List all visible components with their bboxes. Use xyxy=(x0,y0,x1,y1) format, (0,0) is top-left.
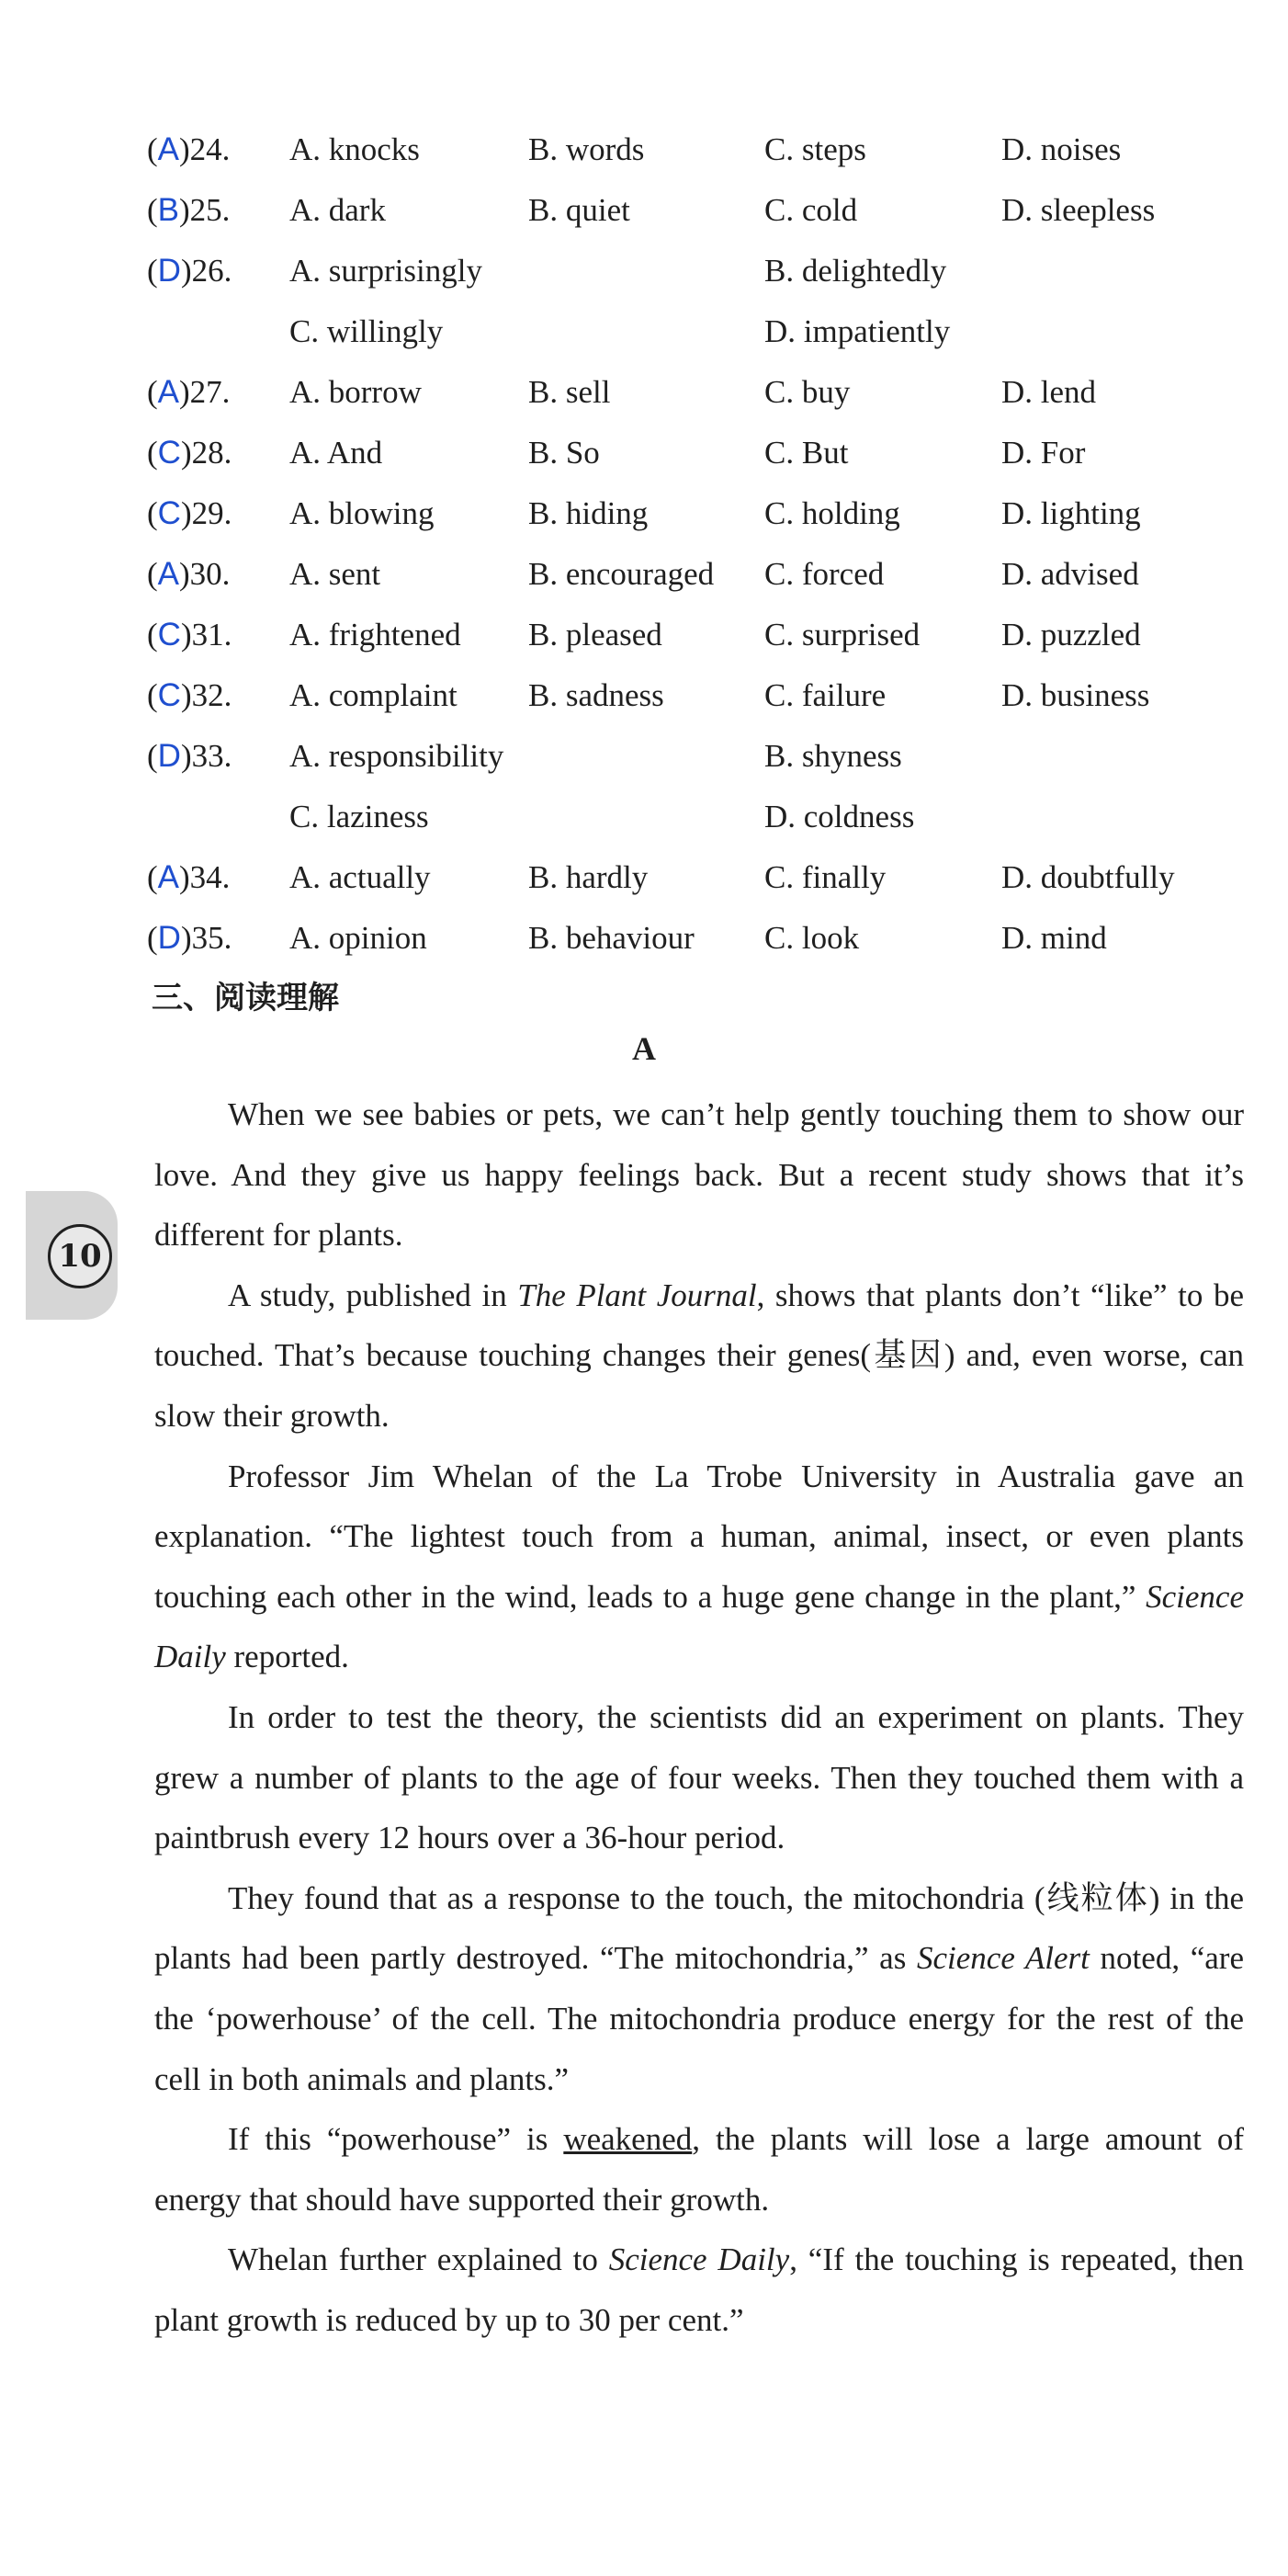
option-c: C. finally xyxy=(764,859,887,895)
option-c: C. look xyxy=(764,920,860,956)
option-d: D. puzzled xyxy=(1001,617,1141,653)
option-c: C. willingly xyxy=(289,313,444,349)
option-b: B. delightedly xyxy=(764,253,947,289)
option-a: A. blowing xyxy=(289,495,435,531)
question-number: 32. xyxy=(191,677,232,713)
option-c: C. cold xyxy=(764,192,858,228)
section-title: 三、阅读理解 xyxy=(152,980,339,1016)
answer-letter: C xyxy=(157,495,181,531)
answer-marker: (C)28. xyxy=(147,435,232,471)
answer-marker: (A)34. xyxy=(147,859,231,895)
option-a: A. knocks xyxy=(289,131,420,167)
option-b: B. hiding xyxy=(528,495,649,531)
option-b: B. pleased xyxy=(528,617,662,653)
question-number: 24. xyxy=(189,131,231,167)
option-a: A. borrow xyxy=(289,374,422,410)
answer-letter: A xyxy=(157,374,180,410)
option-d: D. mind xyxy=(1001,920,1107,956)
question-number: 30. xyxy=(189,556,231,592)
option-c: C. buy xyxy=(764,374,851,410)
source-name: Science Alert xyxy=(917,1940,1090,1977)
option-d: D. business xyxy=(1001,677,1150,713)
option-d: D. lighting xyxy=(1001,495,1141,531)
option-a: A. dark xyxy=(289,192,386,228)
option-d: D. lend xyxy=(1001,374,1097,410)
answer-marker: (A)30. xyxy=(147,556,231,592)
passage-title: A xyxy=(632,1030,656,1067)
answer-marker: (C)31. xyxy=(147,617,232,653)
option-a: A. complaint xyxy=(289,677,458,713)
question-number: 34. xyxy=(189,859,231,895)
option-b: B. words xyxy=(528,131,645,167)
paragraph: Professor Jim Whelan of the La Trobe University in Australia gave an explanation. “The lightest touch from a human, animal, insect, or even plants touching each other in the wind, leads to a huge gene change in the plant,” Science Daily reported. xyxy=(154,1458,1244,1675)
option-a: A. sent xyxy=(289,556,381,592)
option-b: B. So xyxy=(528,435,600,471)
option-c: C. steps xyxy=(764,131,866,167)
option-c: C. failure xyxy=(764,677,887,713)
option-b: B. encouraged xyxy=(528,556,715,592)
paragraph: Whelan further explained to Science Daily, “If the touching is repeated, then plant growth is reduced by up to 30 per cent.” xyxy=(154,2241,1244,2338)
option-a: A. responsibility xyxy=(289,738,504,774)
answer-marker: (B)25. xyxy=(147,192,231,228)
source-name: Science Daily xyxy=(154,1578,1244,1675)
option-c: C. forced xyxy=(764,556,885,592)
question-number: 26. xyxy=(191,253,232,289)
answer-marker: (A)27. xyxy=(147,374,231,410)
option-b: B. sadness xyxy=(528,677,664,713)
answer-letter: D xyxy=(157,738,181,774)
answer-letter: A xyxy=(157,556,180,592)
answer-marker: (D)26. xyxy=(147,253,232,289)
reading-passage xyxy=(154,1084,1244,2350)
paragraph: When we see babies or pets, we can’t help gently touching them to show our love. And they give us happy feelings back. But a recent study shows that it’s different for plants. xyxy=(154,1096,1244,1254)
option-c: C. laziness xyxy=(289,799,429,834)
option-c: C. But xyxy=(764,435,849,471)
source-name: Science Daily xyxy=(608,2241,790,2278)
option-a: A. actually xyxy=(289,859,431,895)
answer-marker: (D)33. xyxy=(147,738,232,774)
page-number-badge: 10 xyxy=(48,1224,112,1288)
option-d: D. For xyxy=(1001,435,1086,471)
paragraph: They found that as a response to the touch, the mitochondria (线粒体) in the plants had been partly destroyed. “The mitochondria,” as Science Alert noted, “are the ‘powerhouse’ of the cell. The mitochondria produce energy for the rest of the cell in both animals and plants.” xyxy=(154,1879,1244,2097)
question-number: 35. xyxy=(191,920,232,956)
option-d: D. sleepless xyxy=(1001,192,1156,228)
option-b: B. shyness xyxy=(764,738,902,774)
answer-letter: D xyxy=(157,920,181,956)
option-a: A. surprisingly xyxy=(289,253,482,289)
option-c: C. surprised xyxy=(764,617,921,653)
answer-marker: (A)24. xyxy=(147,131,231,167)
question-number: 33. xyxy=(191,738,232,774)
answer-letter: A xyxy=(157,859,180,895)
question-number: 27. xyxy=(189,374,231,410)
option-d: D. advised xyxy=(1001,556,1139,592)
paragraph: In order to test the theory, the scientists did an experiment on plants. They grew a number of plants to the age of four weeks. Then they touched them with a paintbrush every 12 hours over a 36-hour period. xyxy=(154,1698,1244,1856)
answer-letter: D xyxy=(157,253,181,289)
question-number: 29. xyxy=(191,495,232,531)
option-b: B. sell xyxy=(528,374,611,410)
answer-letter: C xyxy=(157,435,181,471)
option-d: D. impatiently xyxy=(764,313,951,349)
option-c: C. holding xyxy=(764,495,900,531)
paragraph: A study, published in The Plant Journal, shows that plants don’t “like” to be touched. That’s because touching changes their genes(基因) and, even worse, can slow their growth. xyxy=(154,1277,1244,1434)
underlined-word: weakened xyxy=(563,2121,693,2158)
journal-name: The Plant Journal xyxy=(517,1277,757,1313)
paragraph: If this “powerhouse” is weakened, the plants will lose a large amount of energy that should have supported their growth. xyxy=(154,2121,1244,2218)
answer-marker: (C)32. xyxy=(147,677,232,713)
option-a: A. opinion xyxy=(289,920,427,956)
question-number: 31. xyxy=(191,617,232,653)
option-d: D. doubtfully xyxy=(1001,859,1175,895)
option-b: B. hardly xyxy=(528,859,649,895)
option-a: A. And xyxy=(289,435,383,471)
question-number: 28. xyxy=(191,435,232,471)
answer-letter: B xyxy=(157,192,180,228)
answer-marker: (D)35. xyxy=(147,920,232,956)
answer-marker: (C)29. xyxy=(147,495,232,531)
option-b: B. quiet xyxy=(528,192,630,228)
answer-letter: A xyxy=(157,131,180,167)
option-b: B. behaviour xyxy=(528,920,695,956)
option-a: A. frightened xyxy=(289,617,461,653)
option-d: D. coldness xyxy=(764,799,915,834)
answer-letter: C xyxy=(157,617,181,653)
option-d: D. noises xyxy=(1001,131,1122,167)
answer-letter: C xyxy=(157,677,181,713)
question-number: 25. xyxy=(189,192,231,228)
